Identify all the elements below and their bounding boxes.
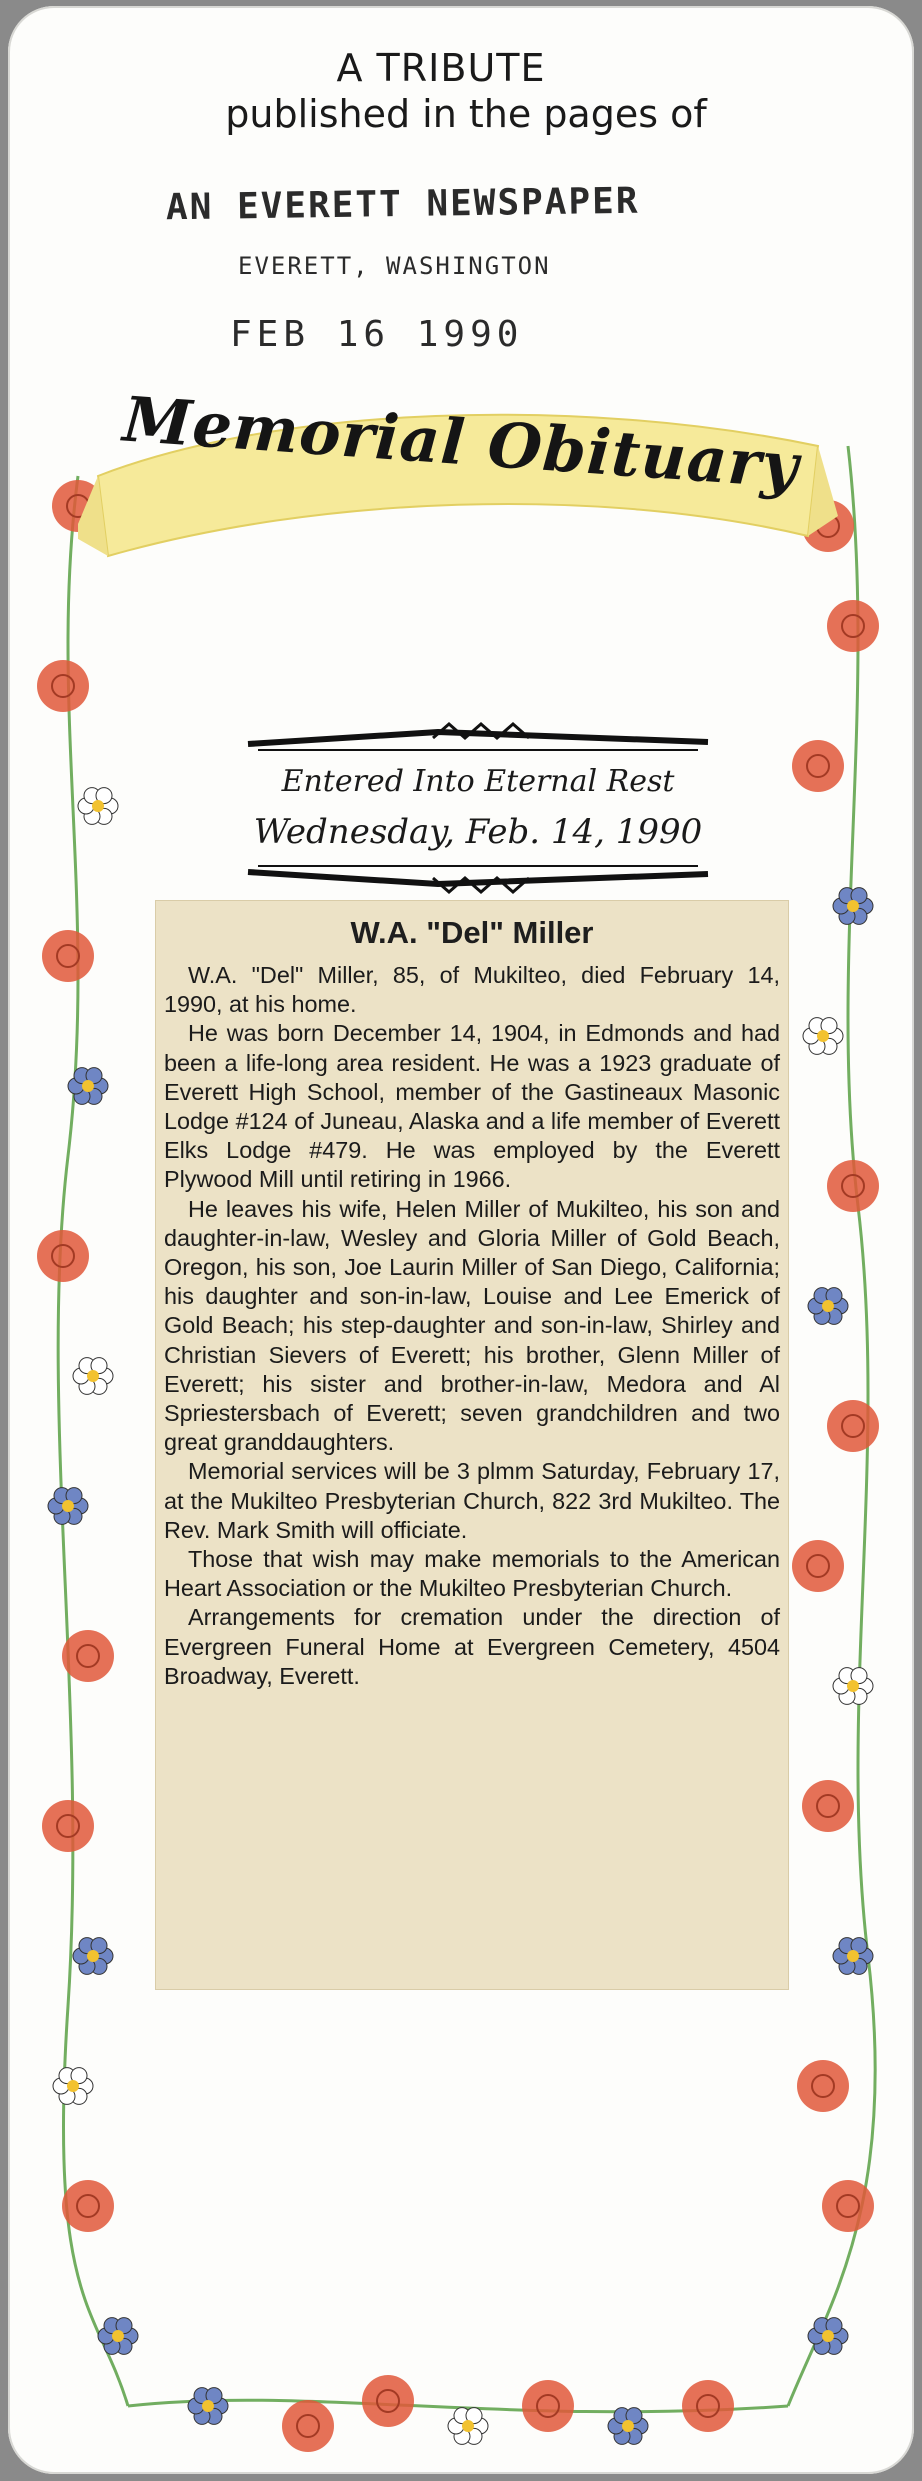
rose-icon <box>792 1540 844 1592</box>
rose-icon <box>62 1630 114 1682</box>
rose-icon <box>42 930 94 982</box>
daisy-icon <box>448 2408 488 2445</box>
forget-me-not-icon <box>68 1068 108 1105</box>
forget-me-not-icon <box>608 2408 648 2445</box>
forget-me-not-icon <box>73 1938 113 1975</box>
daisy-icon <box>73 1358 113 1395</box>
rose-icon <box>362 2375 414 2427</box>
rose-icon <box>62 2180 114 2232</box>
obituary-body <box>164 961 780 1691</box>
forget-me-not-icon <box>48 1488 88 1525</box>
memorial-card <box>8 6 914 2474</box>
obituary-paragraph: Memorial services will be 3 plmm Saturday, February 17, at the Mukilteo Presbyterian Church, 822 3rd Mukilteo. The Rev. Mark Smith will officiate. <box>164 1458 780 1543</box>
rest-block <box>238 712 718 922</box>
rose-icon <box>522 2380 574 2432</box>
forget-me-not-icon <box>833 1938 873 1975</box>
rose-icon <box>792 740 844 792</box>
rose-icon <box>37 1230 89 1282</box>
obituary-paragraph: Arrangements for cremation under the direction of Evergreen Funeral Home at Evergreen Cemetery, 4504 Broadway, Everett. <box>164 1604 780 1689</box>
rose-icon <box>42 1800 94 1852</box>
rose-icon <box>797 2060 849 2112</box>
forget-me-not-icon <box>833 888 873 925</box>
rose-icon <box>802 1780 854 1832</box>
tribute-title: A TRIBUTE <box>336 46 546 90</box>
obituary-paragraph: W.A. "Del" Miller, 85, of Mukilteo, died February 14, 1990, at his home. <box>164 962 780 1018</box>
forget-me-not-icon <box>808 2318 848 2355</box>
rose-icon <box>827 600 879 652</box>
forget-me-not-icon <box>808 1288 848 1325</box>
daisy-icon <box>78 788 118 825</box>
newspaper-stamp: AN EVERETT NEWSPAPER <box>165 180 640 229</box>
rest-line-date: Wednesday, Feb. 14, 1990 <box>253 812 703 852</box>
obituary-paragraph: He leaves his wife, Helen Miller of Mukilteo, his son and daughter-in-law, Wesley and Gloria Miller of Gold Beach, Oregon, his son, Joe Laurin Miller of San Diego, California; his daughter and son-in-law, Louise and Lee Emerick of Gold Beach; his step-daughter and son-in-law, Shirley and Christian Sievers of Everett; his brother, Glenn Miller of Everett; his sister and brother-in-law, Medora and Al Spriestersbach of Everett; seven grandchildren and two great granddaughters. <box>164 1195 780 1456</box>
date-stamp: FEB 16 1990 <box>230 314 524 355</box>
rose-icon <box>282 2400 334 2452</box>
tribute-subtitle: published in the pages of <box>225 92 707 136</box>
obituary-clipping <box>156 901 788 1989</box>
rest-line-entered: Entered Into Eternal Rest <box>281 764 675 799</box>
obituary-name: W.A. "Del" Miller <box>350 915 594 950</box>
rose-icon <box>37 660 89 712</box>
rose-icon <box>682 2380 734 2432</box>
daisy-icon <box>833 1668 873 1705</box>
forget-me-not-icon <box>188 2388 228 2425</box>
rose-icon <box>827 1400 879 1452</box>
city-stamp: EVERETT, WASHINGTON <box>238 252 551 280</box>
rose-icon <box>822 2180 874 2232</box>
banner-title: Memorial Obituary <box>120 382 802 503</box>
daisy-icon <box>803 1018 843 1055</box>
rose-icon <box>827 1160 879 1212</box>
obituary-paragraph: He was born December 14, 1904, in Edmonds and had been a life-long area resident. He was a 1923 graduate of Everett High School, member of the Gastineaux Masonic Lodge #124 of Juneau, Alaska and a life member of Everett Elks Lodge #479. He was employed by the Everett Plywood Mill until retiring in 1966. <box>164 1020 780 1193</box>
obituary-paragraph: Those that wish may make memorials to the American Heart Association or the Mukilteo Presbyterian Church. <box>164 1546 780 1602</box>
daisy-icon <box>53 2068 93 2105</box>
forget-me-not-icon <box>98 2318 138 2355</box>
